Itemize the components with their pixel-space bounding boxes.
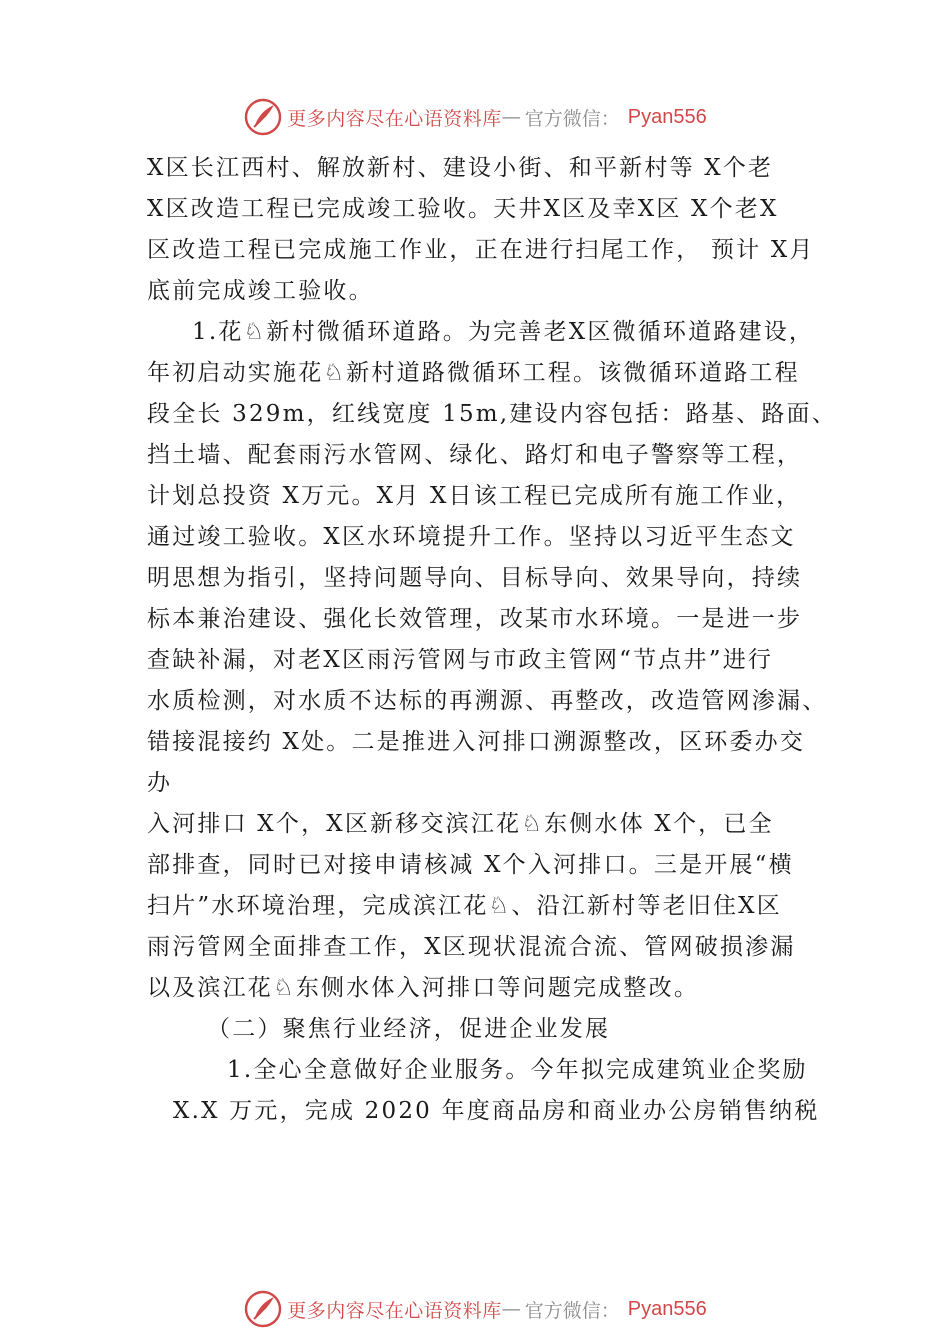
text-line: 办 [147,770,173,796]
text-line: X区改造工程已完成竣工验收。天井X区及幸X区 X个老X [147,196,779,222]
watermark-text: 更多内容尽在心语资料库 [287,1299,502,1322]
quill-logo-icon [243,97,283,137]
watermark-wechat-id: Pyan556 [627,1297,707,1320]
text-line: 1.花♘新村微循环道路。为完善老X区微循环道路建设， [192,319,815,345]
text-line: 明思想为指引，坚持问题导向、目标导向、效果导向，持续 [147,565,803,591]
watermark-text: 更多内容尽在心语资料库 [287,107,502,130]
text-line: 以及滨江花♘东侧水体入河排口等问题完成整改。 [147,975,700,1001]
text-line: 查缺补漏，对老X区雨污管网与市政主管网“节点井”进行 [147,647,774,673]
text-line: 雨污管网全面排查工作，X区现状混流合流、管网破损渗漏 [147,934,796,960]
watermark-label: 官方微信： [524,1299,620,1322]
section-heading: （二）聚焦行业经济，促进企业发展 [207,1016,611,1042]
text-line: 扫片”水环境治理，完成滨江花♘、沿江新村等老旧住X区 [147,893,782,919]
text-line: 计划总投资 X万元。X月 X日该工程已完成所有施工作业， [147,483,802,509]
text-line: 水质检测，对水质不达标的再溯源、再整改，改造管网渗漏、 [147,688,828,714]
text-line: X.X 万元，完成 2020 年度商品房和商业办公房销售纳税 [173,1098,820,1124]
text-line: 1.全心全意做好企业服务。今年拟完成建筑业企奖励 [227,1057,808,1083]
text-line: 段全长 329m，红线宽度 15m,建设内容包括：路基、路面、 [147,401,837,427]
text-line: 标本兼治建设、强化长效管理，改某市水环境。一是进一步 [147,606,803,632]
text-line: 错接混接约 X处。二是推进入河排口溯源整改，区环委办交 [147,729,806,755]
text-line: 部排查，同时已对接申请核减 X个入河排口。三是开展“横 [147,852,794,878]
text-line: 年初启动实施花♘新村道路微循环工程。该微循环道路工程 [147,360,800,386]
text-line: X区长江西村、解放新村、建设小街、和平新村等 X个老 [147,155,774,181]
text-line: 挡土墙、配套雨污水管网、绿化、路灯和电子警察等工程， [147,442,803,468]
watermark-wechat-id: Pyan556 [627,105,707,128]
text-line: 入河排口 X个，X区新移交滨江花♘东侧水体 X个，已全 [147,811,774,837]
watermark-label: 官方微信： [524,107,620,130]
footer-watermark [0,1284,950,1334]
text-line: 区改造工程已完成施工作业，正在进行扫尾工作， 预计 X月 [147,237,815,263]
header-watermark [0,92,950,142]
text-line: 底前完成竣工验收。 [147,278,374,304]
watermark-separator: — [501,106,521,128]
watermark-separator: — [501,1298,521,1320]
quill-logo-icon [243,1289,283,1329]
document-body [147,148,837,1132]
text-line: 通过竣工验收。X区水环境提升工作。坚持以习近平生态文 [147,524,796,550]
